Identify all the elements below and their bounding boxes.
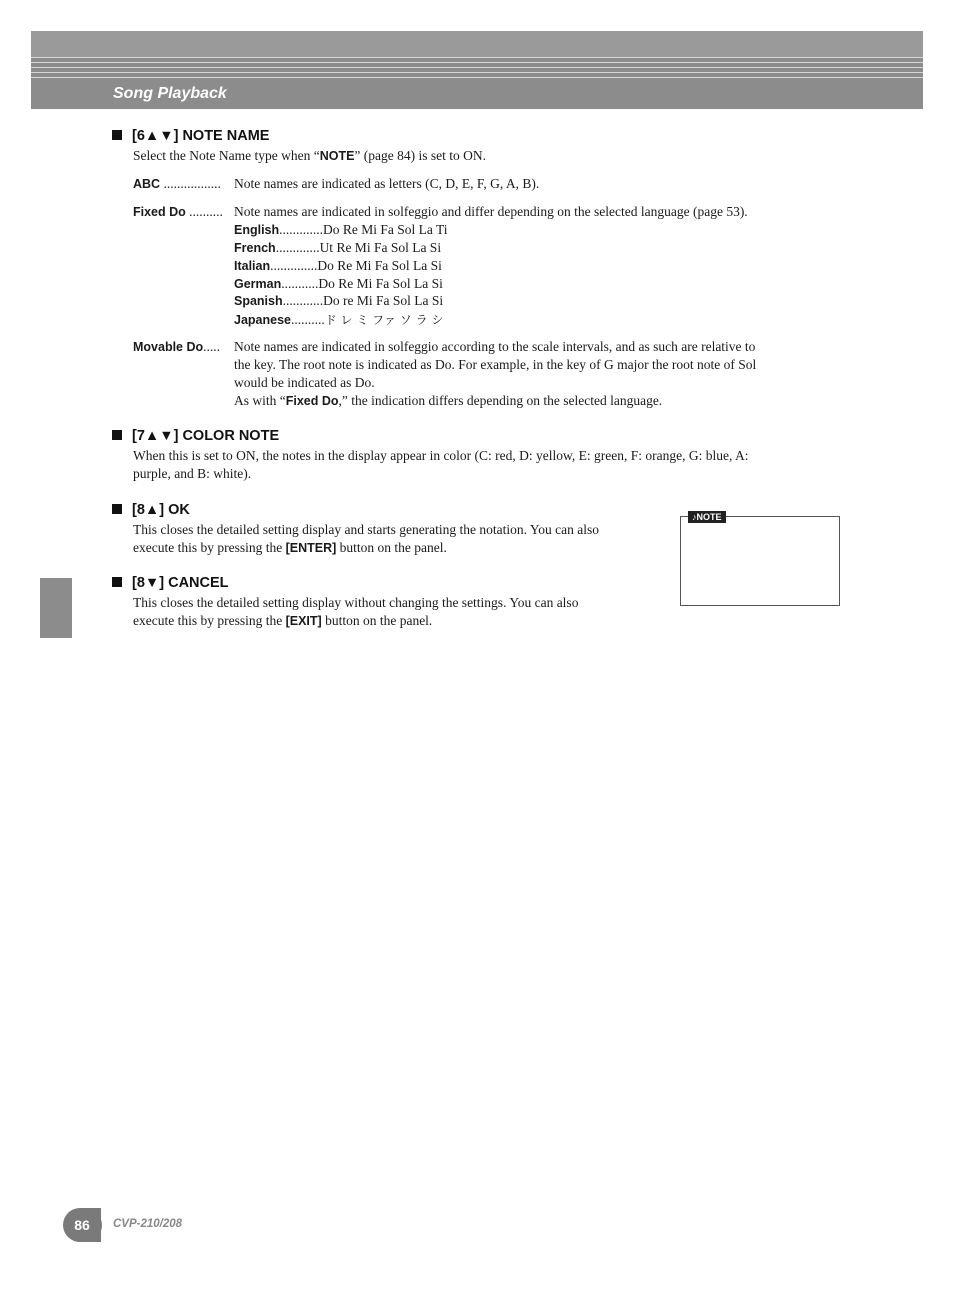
cancel-heading: [8▼] CANCEL [112,575,229,591]
movable-do-line: would be indicated as Do. [234,375,375,390]
cancel-line: This closes the detailed setting display without changing the settings. You can also [133,595,579,610]
square-bullet-icon [112,504,122,514]
square-bullet-icon [112,577,122,587]
movable-do-line: As with “Fixed Do,” the indication differs depending on the selected language. [234,393,663,408]
abc-description: Note names are indicated as letters (C, D, E, F, G, A, B). [234,176,540,191]
movable-do-line: the key. The root note is indicated as Do. For example, in the key of G major the root note of Sol [234,357,757,372]
note-name-heading: [6▲▼] NOTE NAME [112,128,269,144]
color-note-heading: [7▲▼] COLOR NOTE [112,428,279,444]
header-stripe [31,67,923,68]
language-row: English.............Do Re Mi Fa Sol La Ti [234,222,448,237]
header-stripe [31,72,923,73]
header-top-bar [31,31,923,57]
cancel-line: execute this by pressing the [EXIT] button on the panel. [133,613,433,628]
section-title: Song Playback [113,85,227,102]
header-stripe [31,57,923,58]
header-band [31,31,923,109]
language-row: Spanish............Do re Mi Fa Sol La Si [234,293,444,308]
chapter-side-tab [40,578,72,638]
ok-heading: [8▲] OK [112,502,190,518]
model-name: CVP-210/208 [113,1218,183,1230]
header-stripe [31,77,923,78]
square-bullet-icon [112,130,122,140]
note-name-intro: Select the Note Name type when “NOTE” (page 84) is set to ON. [133,148,487,163]
language-row: German...........Do Re Mi Fa Sol La Si [234,276,443,291]
ok-line: This closes the detailed setting display and starts generating the notation. You can also [133,522,600,537]
language-row: Japanese..........ド レ ミ ファ ソ ラ シ [234,312,444,327]
ok-line: execute this by pressing the [ENTER] button on the panel. [133,540,447,555]
header-stripe [31,62,923,63]
square-bullet-icon [112,430,122,440]
page-number: 86 [63,1208,101,1242]
abc-term: ABC ................. [133,176,221,191]
note-badge-icon: ♪NOTE [688,511,726,523]
language-row: Italian..............Do Re Mi Fa Sol La Si [234,258,442,273]
movable-do-term: Movable Do..... [133,339,221,354]
fixed-do-description: Note names are indicated in solfeggio and differ depending on the selected language (page 53). [234,204,748,219]
color-note-line: When this is set to ON, the notes in the display appear in color (C: red, D: yellow, E: green, F: orange, G: blue, A: [133,448,749,463]
note-box [680,516,840,606]
fixed-do-term: Fixed Do .......... [133,204,223,219]
movable-do-line: Note names are indicated in solfeggio according to the scale intervals, and as such are relative to [234,339,756,354]
color-note-line: purple, and B: white). [133,466,252,481]
language-row: French.............Ut Re Mi Fa Sol La Si [234,240,442,255]
